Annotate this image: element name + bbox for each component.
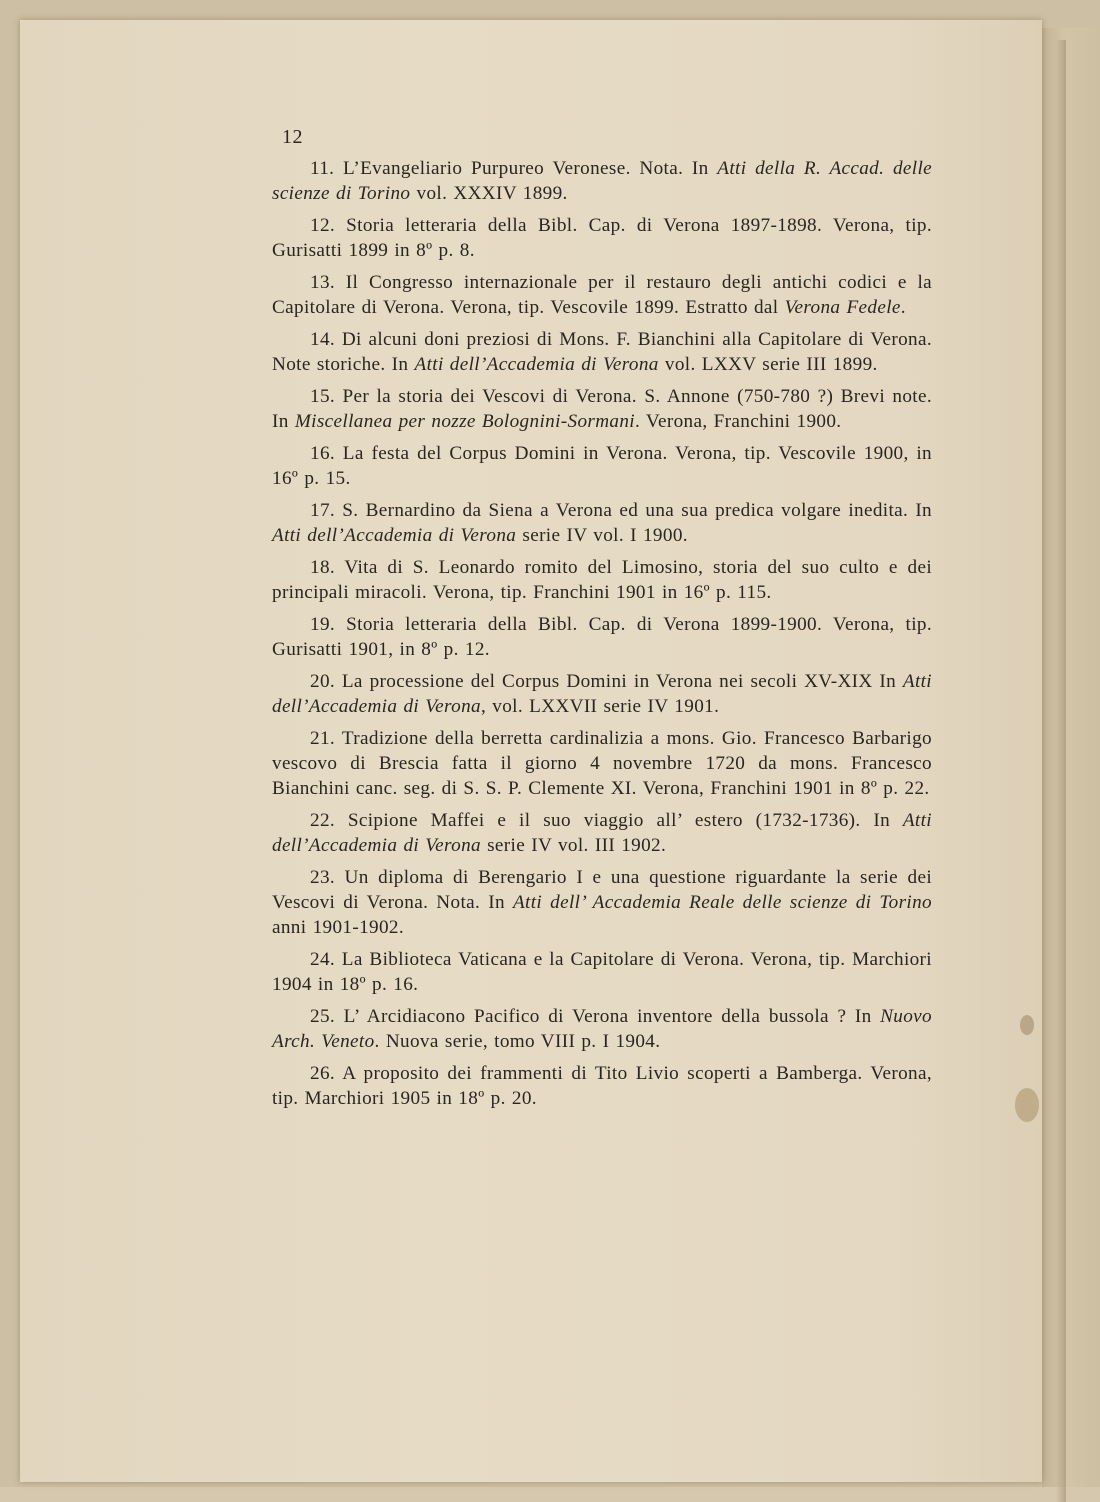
entry-number: 23. (310, 867, 336, 888)
bibliography-entry (272, 947, 932, 997)
entry-title-italic: Atti dell’Accademia di Verona (272, 810, 932, 856)
bibliography-entry (272, 498, 932, 548)
entry-text-tail: serie IV vol. III 1902. (480, 835, 667, 856)
entry-title-italic: Atti dell’ Accademia Reale delle scienze di Torino (512, 892, 932, 913)
entry-title-italic: Atti dell’Accademia di Verona (272, 525, 517, 546)
entry-text-tail: vol. LXXV serie III 1899. (658, 354, 878, 375)
entry-text: L’ Arcidiacono Pacifico di Verona inventore della bussola ? In (343, 1006, 881, 1027)
entry-text: Il Congresso internazionale per il restauro degli antichi codici e la Capitolare di Verona. Verona, tip. Vescovile 1899. Estratto dal (272, 272, 932, 318)
entry-text: Storia letteraria della Bibl. Cap. di Verona 1897-1898. Verona, tip. Gurisatti 1899 in 8º p. 8. (272, 215, 932, 261)
page-number: 12 (282, 126, 303, 148)
entry-text: Tradizione della berretta cardinalizia a mons. Gio. Francesco Barbarigo vescovo di Brescia fatta il giorno 4 novembre 1720 da mons. Francesco Bianchini canc. seg. di S. S. P. Clemente XI. Verona, Franchini 1901 in 8º p. 22. (272, 728, 932, 799)
entry-number: 22. (310, 810, 336, 831)
entry-text: Vita di S. Leonardo romito del Limosino, storia del suo culto e dei principali miracoli. Verona, tip. Franchini 1901 in 16º p. 115. (272, 557, 932, 603)
entry-text-tail: anni 1901-1902. (272, 917, 405, 938)
entry-number: 11. (310, 158, 335, 179)
entry-number: 26. (310, 1063, 336, 1084)
entry-text: S. Bernardino da Siena a Verona ed una sua predica volgare inedita. In (342, 500, 933, 521)
paper-stain (1015, 1088, 1039, 1122)
entry-text: Un diploma di Berengario I e una questione riguardante la serie dei Vescovi di Verona. Nota. In (272, 867, 933, 913)
bibliography-entry (272, 156, 932, 206)
bibliography-entry (272, 327, 932, 377)
entry-number: 21. (310, 728, 336, 749)
entry-text: La processione del Corpus Domini in Verona nei secoli XV-XIX In (341, 671, 903, 692)
entry-number: 20. (310, 671, 336, 692)
entry-text: La festa del Corpus Domini in Verona. Verona, tip. Vescovile 1900, in 16º p. 15. (272, 443, 932, 489)
entry-text: L’Evangeliario Purpureo Veronese. Nota. In (343, 158, 718, 179)
entry-number: 13. (310, 272, 336, 293)
entry-number: 24. (310, 949, 336, 970)
bibliography-entry (272, 808, 932, 858)
entry-number: 16. (310, 443, 336, 464)
entry-text-tail: serie IV vol. I 1900. (516, 525, 688, 546)
entry-text-tail: , vol. LXXVII serie IV 1901. (480, 696, 720, 717)
bibliography-entry (272, 270, 932, 320)
entry-text: La Biblioteca Vaticana e la Capitolare di Verona. Verona, tip. Marchiori 1904 in 18º p. 16. (272, 949, 932, 995)
entry-text: Storia letteraria della Bibl. Cap. di Verona 1899-1900. Verona, tip. Gurisatti 1901, in 8º p. 12. (272, 614, 932, 660)
binding-shadow (1056, 40, 1066, 1502)
entry-title-italic: Miscellanea per nozze Bolognini-Sormani (294, 411, 635, 432)
entry-title-italic: Atti dell’Accademia di Verona (272, 671, 932, 717)
bibliography-entry (272, 384, 932, 434)
entry-text-tail: . (900, 297, 906, 318)
entry-number: 14. (310, 329, 336, 350)
entry-number: 15. (310, 386, 336, 407)
bibliography-entry (272, 726, 932, 801)
bibliography-entry (272, 669, 932, 719)
entry-text-tail: vol. XXXIV 1899. (410, 183, 568, 204)
entry-text: Scipione Maffei e il suo viaggio all’ estero (1732-1736). In (347, 810, 903, 831)
bibliography-entry (272, 441, 932, 491)
bibliography-entry (272, 612, 932, 662)
entry-number: 12. (310, 215, 336, 236)
entry-number: 25. (310, 1006, 336, 1027)
entry-title-italic: Atti della R. Accad. delle scienze di Torino (272, 158, 932, 204)
next-page-edge (1042, 28, 1100, 1487)
bibliography-entry (272, 1004, 932, 1054)
bibliography-entry (272, 555, 932, 605)
entry-text-tail: . Verona, Franchini 1900. (634, 411, 842, 432)
entry-number: 19. (310, 614, 336, 635)
entry-text-tail: . Nuova serie, tomo VIII p. I 1904. (374, 1031, 661, 1052)
bibliography-entry (272, 1061, 932, 1111)
bibliography-entry (272, 865, 932, 940)
entry-title-italic: Nuovo Arch. Veneto (272, 1006, 932, 1052)
paper-stain (1020, 1015, 1034, 1035)
entry-number: 18. (310, 557, 336, 578)
entry-text: Di alcuni doni preziosi di Mons. F. Bianchini alla Capitolare di Verona. Note storiche. In (272, 329, 932, 375)
entry-title-italic: Atti dell’Accademia di Verona (414, 354, 659, 375)
entry-number: 17. (310, 500, 336, 521)
entry-title-italic: Verona Fedele (784, 297, 901, 318)
entry-text: A proposito dei frammenti di Tito Livio scoperti a Bamberga. Verona, tip. Marchiori 1905 in 18º p. 20. (272, 1063, 933, 1109)
bibliography-entry (272, 213, 932, 263)
entry-text: Per la storia dei Vescovi di Verona. S. Annone (750-780 ?) Brevi note. In (272, 386, 932, 432)
bibliography-list (272, 156, 932, 1118)
